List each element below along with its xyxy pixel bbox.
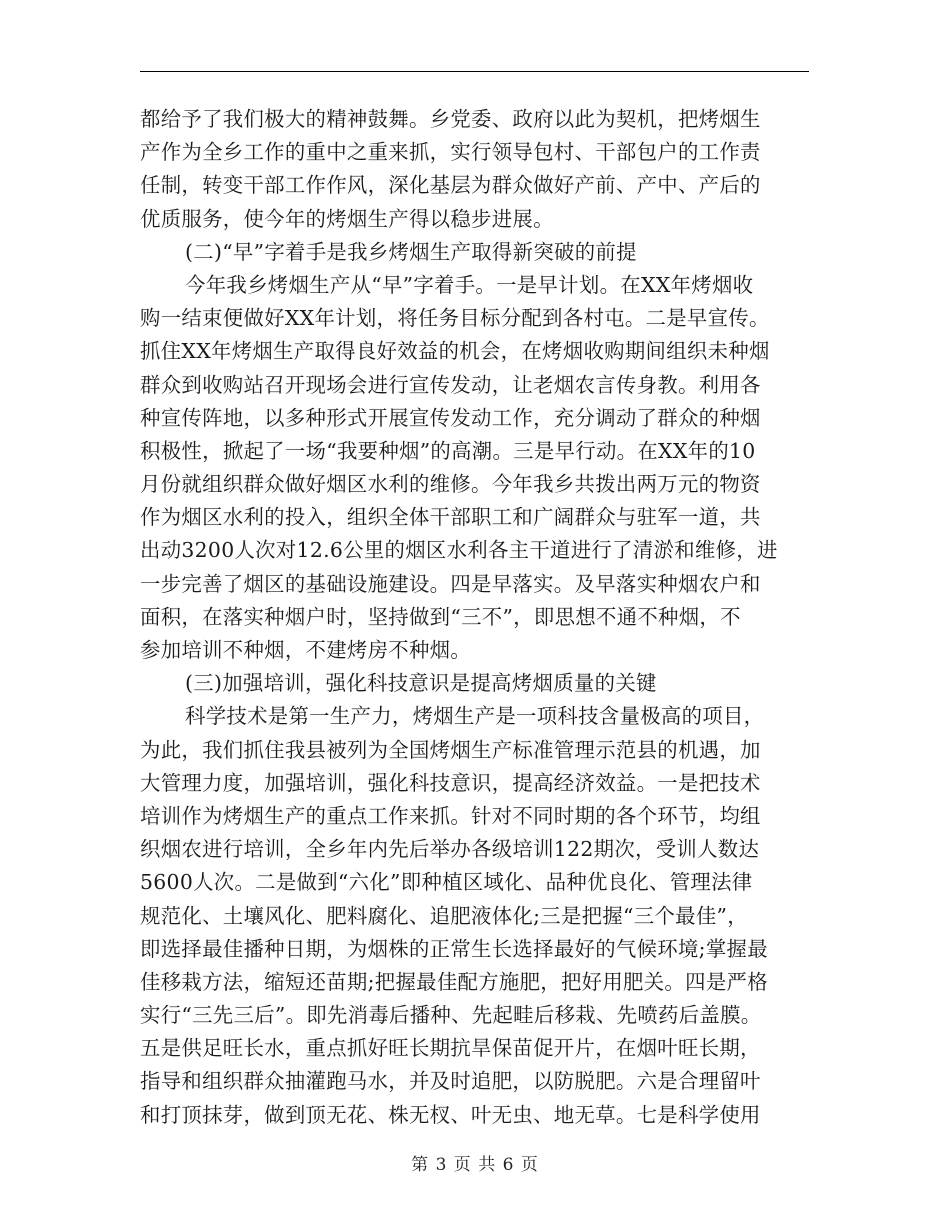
text-line: 为此，我们抓住我县被列为全国烤烟生产标准管理示范县的机遇，加 — [140, 737, 761, 762]
text-line: 五是供足旺长水，重点抓好旺长期抗旱保苗促开片，在烟叶旺长期， — [140, 1036, 761, 1061]
text-line: 出动3200人次对12.6公里的烟区水利各主干道进行了清淤和维修，进 — [140, 538, 778, 563]
text-line: 种宣传阵地，以多种形式开展宣传发动工作，充分调动了群众的种烟 — [140, 405, 761, 430]
text-line: 一步完善了烟区的基础设施建设。四是早落实。及早落实种烟农户和 — [140, 571, 761, 596]
text-line: 产作为全乡工作的重中之重来抓，实行领导包村、干部包户的工作责 — [140, 140, 761, 165]
text-line: 佳移栽方法，缩短还苗期;把握最佳配方施肥，把好用肥关。四是严格 — [140, 969, 768, 994]
text-line: 科学技术是第一生产力，烤烟生产是一项科技含量极高的项目， — [185, 704, 765, 729]
text-line: 指导和组织群众抽灌跑马水，并及时追肥，以防脱肥。六是合理留叶 — [140, 1069, 761, 1094]
text-line: 今年我乡烤烟生产从“早”字着手。一是早计划。在XX年烤烟收 — [185, 272, 754, 297]
text-line: 作为烟区水利的投入，组织全体干部职工和广阔群众与驻军一道，共 — [140, 505, 761, 530]
text-line: 实行“三先三后”。即先消毒后播种、先起畦后移栽、先喷药后盖膜。 — [140, 1003, 762, 1028]
text-line: 和打顶抹芽，做到顶无花、株无杈、叶无虫、地无草。七是科学使用 — [140, 1102, 761, 1127]
page-number-footer: 第 3 页 共 6 页 — [411, 1155, 539, 1175]
text-line: 任制，转变干部工作作风，深化基层为群众做好产前、产中、产后的 — [140, 173, 761, 198]
text-line: 抓住XX年烤烟生产取得良好效益的机会，在烤烟收购期间组织未种烟 — [140, 339, 770, 364]
text-line: 购一结束便做好XX年计划，将任务目标分配到各村屯。二是早宣传。 — [140, 306, 770, 331]
text-line: 面积，在落实种烟户时，坚持做到“三不”，即思想不通不种烟，不 — [140, 604, 741, 629]
text-line: 织烟农进行培训，全乡年内先后举办各级培训122期次，受训人数达 — [140, 837, 760, 862]
text-line: 月份就组织群众做好烟区水利的维修。今年我乡共拨出两万元的物资 — [140, 472, 761, 497]
text-line: 都给予了我们极大的精神鼓舞。乡党委、政府以此为契机，把烤烟生 — [140, 107, 761, 131]
text-line: 大管理力度，加强培训，强化科技意识，提高经济效益。一是把技术 — [140, 770, 761, 795]
section-heading: (二)“早”字着手是我乡烤烟生产取得新突破的前提 — [185, 239, 637, 264]
text-line: 培训作为烤烟生产的重点工作来抓。针对不同时期的各个环节，均组 — [140, 803, 761, 828]
text-line: 群众到收购站召开现场会进行宣传发动，让老烟农言传身教。利用各 — [140, 372, 761, 397]
text-line: 积极性，掀起了一场“我要种烟”的高潮。三是早行动。在XX年的10 — [140, 438, 756, 463]
text-line: 优质服务，使今年的烤烟生产得以稳步进展。 — [140, 206, 554, 231]
text-line: 5600人次。二是做到“六化”即种植区域化、品种优良化、管理法律 — [140, 870, 753, 895]
text-line: 即选择最佳播种日期，为烟株的正常生长选择最好的气候环境;掌握最 — [140, 936, 768, 961]
section-heading: (三)加强培训，强化科技意识是提高烤烟质量的关键 — [185, 671, 657, 696]
text-line: 规范化、土壤风化、肥料腐化、追肥液体化;三是把握“三个最佳”， — [140, 903, 748, 928]
text-line: 参加培训不种烟，不建烤房不种烟。 — [140, 638, 472, 662]
header-rule — [140, 71, 809, 72]
document-body — [140, 103, 812, 1132]
